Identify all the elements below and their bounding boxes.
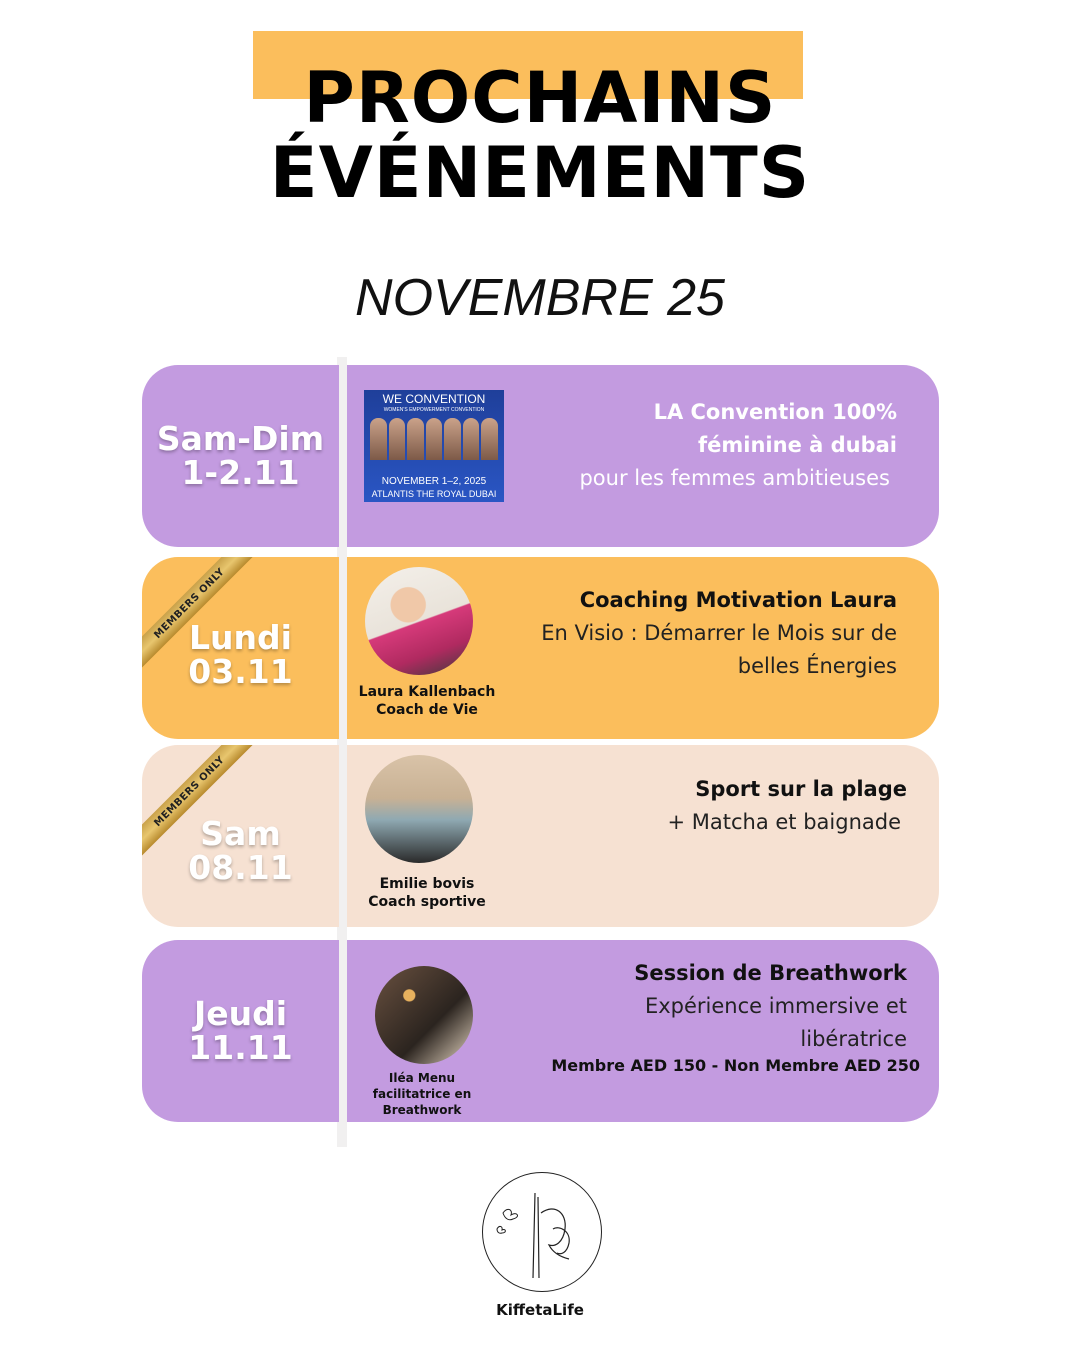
event-date: 08.11: [188, 848, 293, 887]
event-date-block: [142, 365, 339, 547]
event-title: LA Convention 100%: [653, 400, 897, 424]
host-photo: [375, 966, 473, 1064]
event-title: Session de Breathwork: [634, 961, 907, 985]
event-day: Jeudi: [193, 994, 288, 1033]
butterfly-woman-face-line-art-icon: [482, 1172, 602, 1292]
event-day: Sam: [200, 814, 281, 853]
event-price: Membre AED 150 - Non Membre AED 250: [551, 1056, 920, 1075]
event-title: Sport sur la plage: [695, 777, 907, 801]
poster-subtitle: WOMEN'S EMPOWERMENT CONVENTION: [383, 407, 485, 413]
event-title-cont: féminine à dubai: [698, 433, 897, 457]
poster-speakers: [370, 418, 498, 460]
event-title: Coaching Motivation Laura: [579, 588, 897, 612]
event-date: 03.11: [188, 652, 293, 691]
event-description: pour les femmes ambitieuses: [579, 466, 890, 490]
host-photo: [365, 755, 473, 863]
host-role: Coach de Vie: [376, 702, 478, 718]
event-description-cont: libératrice: [800, 1027, 907, 1051]
event-day: Sam-Dim: [156, 419, 325, 458]
event-date-block: [142, 940, 339, 1122]
event-card[interactable]: [347, 745, 939, 927]
event-date-block: [142, 745, 339, 927]
event-poster-image: [364, 390, 504, 502]
month-heading: NOVEMBRE 25: [355, 269, 725, 327]
brand-name: KiffetaLife: [496, 1301, 584, 1319]
poster-title: WE CONVENTION: [382, 392, 486, 406]
poster-venue: ATLANTIS THE ROYAL DUBAI: [371, 489, 497, 499]
members-only-badge: MEMBERS ONLY: [142, 745, 268, 870]
event-description: Expérience immersive et: [644, 994, 907, 1018]
host-role: Coach sportive: [368, 894, 486, 910]
event-day: Lundi: [189, 618, 292, 657]
host-photo: [365, 567, 473, 675]
host-role: facilitatrice en: [372, 1087, 472, 1101]
event-description: + Matcha et baignade: [667, 810, 901, 834]
page-title-line2: ÉVÉNEMENTS: [269, 132, 811, 214]
members-only-badge: MEMBERS ONLY: [142, 557, 268, 682]
event-description: En Visio : Démarrer le Mois sur de: [541, 621, 897, 645]
event-date: 1-2.11: [181, 453, 300, 492]
host-name: Iléa Menu: [388, 1071, 456, 1085]
page-title-line1: PROCHAINS: [303, 57, 777, 139]
event-card[interactable]: [347, 940, 939, 1122]
event-card[interactable]: [347, 557, 939, 739]
host-role-cont: Breathwork: [382, 1103, 462, 1117]
event-date-block: [142, 557, 339, 739]
poster-dates: NOVEMBER 1–2, 2025: [381, 476, 487, 487]
host-name: Emilie bovis: [379, 876, 475, 892]
host-name: Laura Kallenbach: [358, 684, 496, 700]
event-description-cont: belles Énergies: [737, 654, 897, 678]
event-date: 11.11: [188, 1028, 293, 1067]
event-card[interactable]: [347, 365, 939, 547]
